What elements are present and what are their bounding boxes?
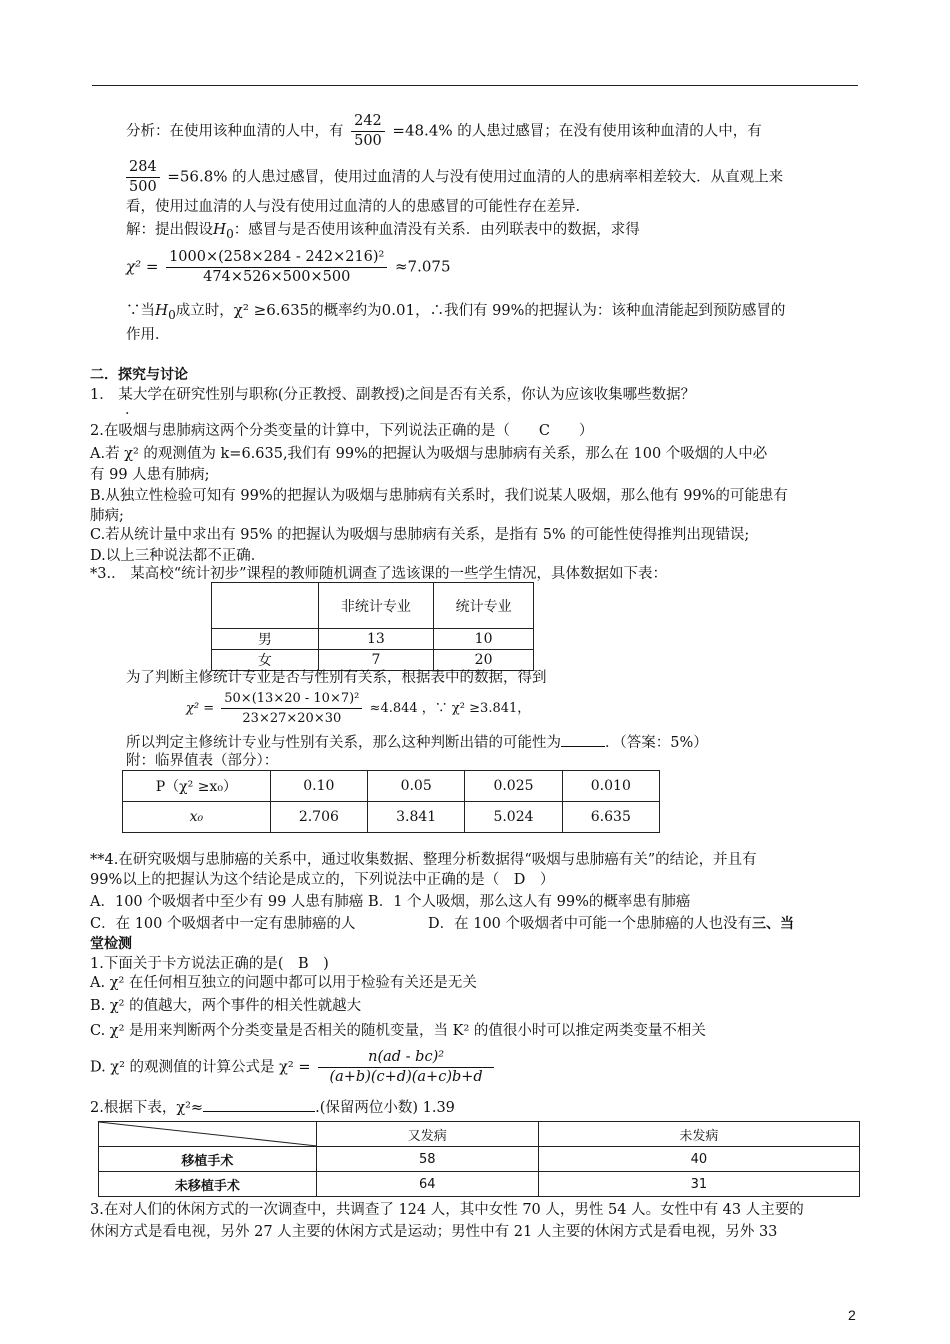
table-cell: 0.025 [465,771,562,802]
table-cell: 0.05 [368,771,465,802]
analysis-line-4: 解：提出假设$H_0$：感冒与是否使用该种血清没有关系．由列联表中的数据，求得 [126,220,640,241]
fraction-284-500: $\frac{284}{500}$ [126,158,160,197]
option-a-cont: 有 99 人患有肺病; [90,467,210,483]
chi-square-formula-2: χ² = $\frac{\text{50×(13×20 - 10×7)²}}{23\times 27\times 20\times 30}$ ≈4.844 ，∵ χ² ≥3.841， [186,691,531,726]
section-title-discussion: 二．探究与讨论 [90,367,188,383]
diagonal-line [99,1122,317,1146]
question-2-1: 1． 某大学在研究性别与职称(分正教授、副教授)之间是否有关系，你认为应该收集哪些数据？ [90,387,696,403]
hypothesis-symbol: H [213,220,227,238]
question-3-3-cont: 休闲方式是看电视，另外 27 人主要的休闲方式是运动；男性中有 21 人主要的休闲方式是看电视，另外 33 [90,1224,778,1240]
question-3-2: 2.根据下表，χ²≈ .(保留两位小数) 1.39 [90,1097,455,1118]
analysis-line-6: ∵当$H_0$成立时，χ² ≥6.635的概率约为0.01，∴我们有 99%的把握认为：该种血清能起到预防感冒的 [126,301,786,322]
question-2-4: **4.在研究吸烟与患肺癌的关系中，通过收集数据、整理分析数据得“吸烟与患肺癌有关”的结论，并且有 [90,852,757,868]
critical-table-label: 附：临界值表（部分）： [126,753,279,769]
table-header: 未发病 [538,1122,859,1147]
table-cell: 13 [318,629,434,650]
chi-square-formula-1: χ² = $\frac{\text{1000×(258×284 - 242×216)²}}{474\times 526\times 500\times 500}$ ≈7.075 [126,249,451,285]
analysis-line-1 [126,112,762,151]
option-c: C. χ² 是用来判断两个分类变量是否相关的随机变量，当 K² 的值很小时可以推定两类变量不相关 [90,1023,706,1039]
header-rule [92,85,858,86]
option-d-formula: D. χ² 的观测值的计算公式是 χ² = $\frac{\text{n(ad - bc)²}}{(a+b)(c+d)(a+c)b+d}$ [90,1048,497,1087]
surgery-table [98,1121,860,1197]
table-cell: 男 [212,629,319,650]
table-cell: 2.706 [270,802,367,833]
chi-square-general-fraction: $\frac{\text{n(ad - bc)²}}{(a+b)(c+d)(a+c)b+d}$ [318,1048,494,1087]
question-2-3: *3.． 某高校“统计初步”课程的教师随机调查了选该课的一些学生情况，具体数据如下表： [90,566,668,582]
table-header: 统计专业 [434,583,534,629]
table-cell: 20 [434,650,534,671]
table-cell: 10 [434,629,534,650]
table-cell: 64 [316,1172,538,1197]
option-c: C.若从统计量中求出有 95% 的把握认为吸烟与患肺病有关系，是指有 5% 的可能性使得推判出现错误; [90,527,750,543]
option-a: A.若 χ² 的观测值为 k=6.635,我们有 99%的把握认为吸烟与患肺病有关系，那么在 100 个吸烟的人中必 [90,446,768,462]
analysis-text: 的人患过感冒；在没有使用该种血清的人中，有 [457,123,762,140]
table-header: x₀ [123,802,271,833]
table-cell: 0.10 [270,771,367,802]
table-cell: 58 [316,1147,538,1172]
table-cell: 7 [318,650,434,671]
option-b: B. χ² 的值越大，两个事件的相关性就越大 [90,998,362,1014]
question-2-4-options-ab: A．100 个吸烟者中至少有 99 人患有肺癌 B．1 个人吸烟，那么这人有 99%的概率患有肺癌 [90,894,691,910]
gender-major-table [211,582,534,671]
question-2-1-dot: ． [125,402,140,418]
section-title-part: 三、当 [752,916,795,932]
fraction-242-500: $\frac{242}{500}$ [351,112,385,151]
diagonal-header-cell [99,1122,317,1147]
table-row-header: 移植手术 [99,1147,317,1172]
table-cell: 女 [212,650,319,671]
option-d: D.以上三种说法都不正确． [90,548,266,564]
analysis-line-7: 作用． [126,327,170,343]
option-a: A. χ² 在任何相互独立的问题中都可以用于检验有关还是无关 [90,975,477,991]
table-cell: 5.024 [465,802,562,833]
table-header: P（χ² ≥x₀） [123,771,271,802]
percent-value: =48.4% [392,121,453,140]
percent-value: =56.8% [167,167,228,186]
answer-blank[interactable] [561,732,605,747]
option-b-cont: 肺病; [90,508,124,524]
table-header: 非统计专业 [318,583,434,629]
question-2-4-options-cd: C．在 100 个吸烟者中一定有患肺癌的人 D．在 100 个吸烟者中可能一个患肺癌的人也没有三、当 [90,916,795,932]
analysis-line-2 [90,158,783,197]
table-cell: 31 [538,1172,859,1197]
chi-square-result: ≈7.075 [394,257,451,276]
question-2-3-answer-line: 所以判定主修统计专业与性别有关系，那么这种判断出错的可能性为 ．（答案：5%） [126,732,708,753]
chi-square-fraction: $\frac{\text{1000×(258×284 - 242×216)²}}{474\times 526\times 500\times 500}$ [166,248,387,287]
option-b: B.从独立性检验可知有 99%的把握认为吸烟与患肺病有关系时，我们说某人吸烟，那么他有 99%的可能患有 [90,488,788,504]
question-2-2: 2.在吸烟与患肺病这两个分类变量的计算中，下列说法正确的是（ C ） [90,423,594,439]
table-cell: 40 [538,1147,859,1172]
table-cell: 3.841 [368,802,465,833]
answer-blank[interactable] [203,1097,315,1112]
chi-square-fraction-2: $\frac{\text{50×(13×20 - 10×7)²}}{23\times 27\times 20\times 30}$ [221,689,362,728]
section-title-test: 堂检测 [90,936,132,952]
analysis-text: 的人患过感冒，使用过血清的人与没有使用过血清的人的患病率相差较大．从直观上来 [232,169,784,186]
table-row-header: 未移植手术 [99,1172,317,1197]
question-2-3-text: 为了判断主修统计专业是否与性别有关系，根据表中的数据，得到 [126,670,547,686]
page-number: 2 [848,1307,856,1323]
critical-value-table [122,770,660,833]
question-3-3: 3.在对人们的休闲方式的一次调查中，共调查了 124 人，其中女性 70 人，男性 54 人。女性中有 43 人主要的 [90,1202,804,1218]
table-cell: 6.635 [562,802,659,833]
table-header: 又发病 [316,1122,538,1147]
analysis-text: 分析：在使用该种血清的人中，有 [126,123,344,140]
table-cell: 0.010 [562,771,659,802]
question-2-4-cont: 99%以上的把握认为这个结论是成立的，下列说法中正确的是（ D ） [90,872,555,888]
question-3-1: 1.下面关于卡方说法正确的是( B ) [90,956,329,972]
analysis-line-3: 看，使用过血清的人与没有使用过血清的人的患感冒的可能性存在差异． [126,199,590,215]
